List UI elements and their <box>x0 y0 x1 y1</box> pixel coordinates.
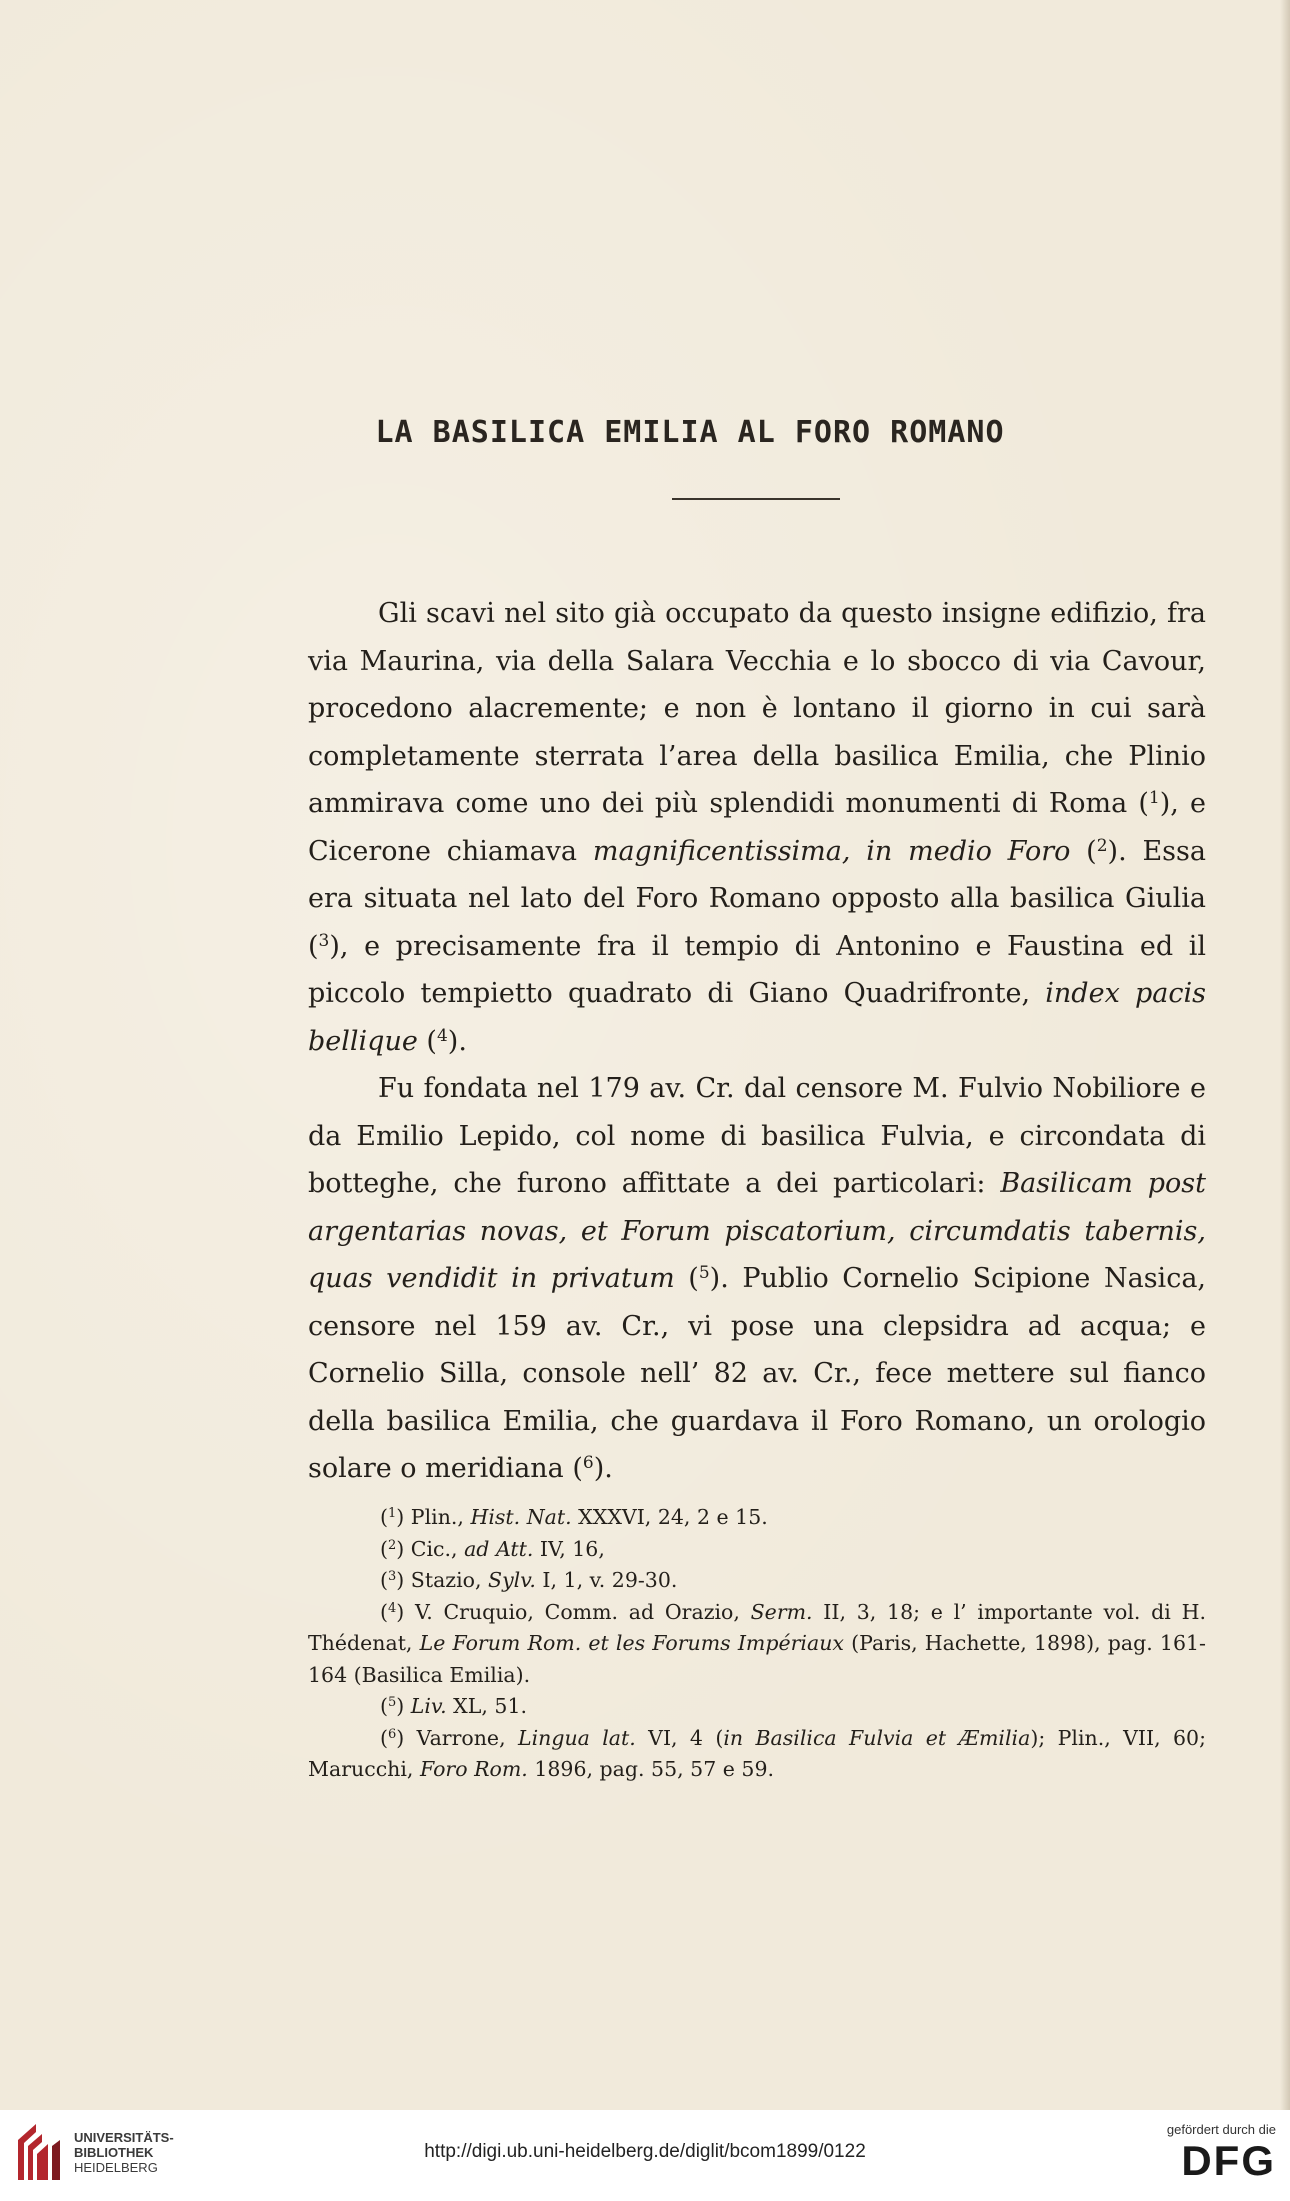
paragraph-2: Fu fondata nel 179 av. Cr. dal censore M. Fulvio Nobiliore e da Emilio Lepido, col nome di basilica Fulvia, e circondata di botteghe, che furono affittate a dei particolari: Basilicam post argentarias novas, et Forum piscatorium, circumdatis tabernis, quas vendidit in privatum ($^5$). Publio Cornelio Scipione Nasica, censore nel 159 av. Cr., vi pose una clepsidra ad acqua; e Cornelio Silla, console nell’ 82 av. Cr., fece mettere sul fianco della basilica Emilia, che guardava il Foro Romano, un orologio solare o meridiana ($^6$). <box>308 1073 1206 1484</box>
footnote-4: ($^4$) V. Cruquio, Comm. ad Orazio, Serm. II, 3, 18; e l’ importante vol. di H. Thédenat, Le Forum Rom. et les Forums Impériaux (Paris, Hachette, 1898), pag. 161-164 (Basilica Emilia). <box>308 1599 1206 1687</box>
dfg-sponsor[interactable]: gefördert durch die DFG <box>1126 2122 1276 2185</box>
article-body <box>308 590 1206 1493</box>
footnote-3: ($^3$) Stazio, Sylv. I, 1, v. 29-30. <box>380 1568 678 1592</box>
footnote-ref-4[interactable]: 4 <box>436 1025 448 1046</box>
footnote-1: ($^1$) Plin., Hist. Nat. XXXVI, 24, 2 e 15. <box>380 1505 768 1529</box>
footnote-ref-1[interactable]: 1 <box>1148 788 1160 808</box>
footnote-ref-5[interactable]: 5 <box>698 1263 710 1283</box>
footnote-ref-6[interactable]: 6 <box>582 1453 594 1473</box>
article-title: LA BASILICA EMILIA AL FORO ROMANO <box>375 415 1005 450</box>
footnote-ref-3[interactable]: 3 <box>318 930 330 951</box>
university-library-logo-icon[interactable] <box>12 2118 66 2188</box>
library-name[interactable]: UNIVERSITÄTS- BIBLIOTHEK HEIDELBERG <box>74 2130 174 2175</box>
footnote-5: ($^5$) Liv. XL, 51. <box>380 1694 527 1718</box>
footnotes <box>308 1502 1206 1786</box>
footnote-6: ($^6$) Varrone, Lingua lat. VI, 4 (in Basilica Fulvia et Æmilia); Plin., VII, 60; Marucchi, Foro Rom. 1896, pag. 55, 57 e 59. <box>308 1725 1206 1781</box>
permalink-url[interactable]: http://digi.ub.uni-heidelberg.de/diglit/bcom1899/0122 <box>424 2141 866 2162</box>
footnote-ref-2[interactable]: 2 <box>1096 835 1108 856</box>
paragraph-1: Gli scavi nel sito già occupato da questo insigne edifizio, fra via Maurina, via della Salara Vecchia e lo sbocco di via Cavour, procedono alacremente; e non è lontano il giorno in cui sarà completamente sterrata l’area della basilica Emilia, che Plinio ammirava come uno dei più splendidi monumenti di Roma ($^1$), e Cicerone chiamava magnificentissima, in medio Foro ($^2$). Essa era situata nel lato del Foro Romano opposto alla basilica Giulia ($^3$), e precisamente fra il tempio di Antonino e Faustina ed il piccolo tempietto quadrato di Giano Quadrifronte, index pacis bellique ($^4$). <box>308 598 1206 1057</box>
footnote-2: ($^2$) Cic., ad Att. IV, 16, <box>380 1536 605 1561</box>
title-divider <box>672 498 840 500</box>
dfg-logo-icon: DFG <box>1181 2137 1276 2184</box>
page-edge-shadow <box>1280 0 1290 2110</box>
